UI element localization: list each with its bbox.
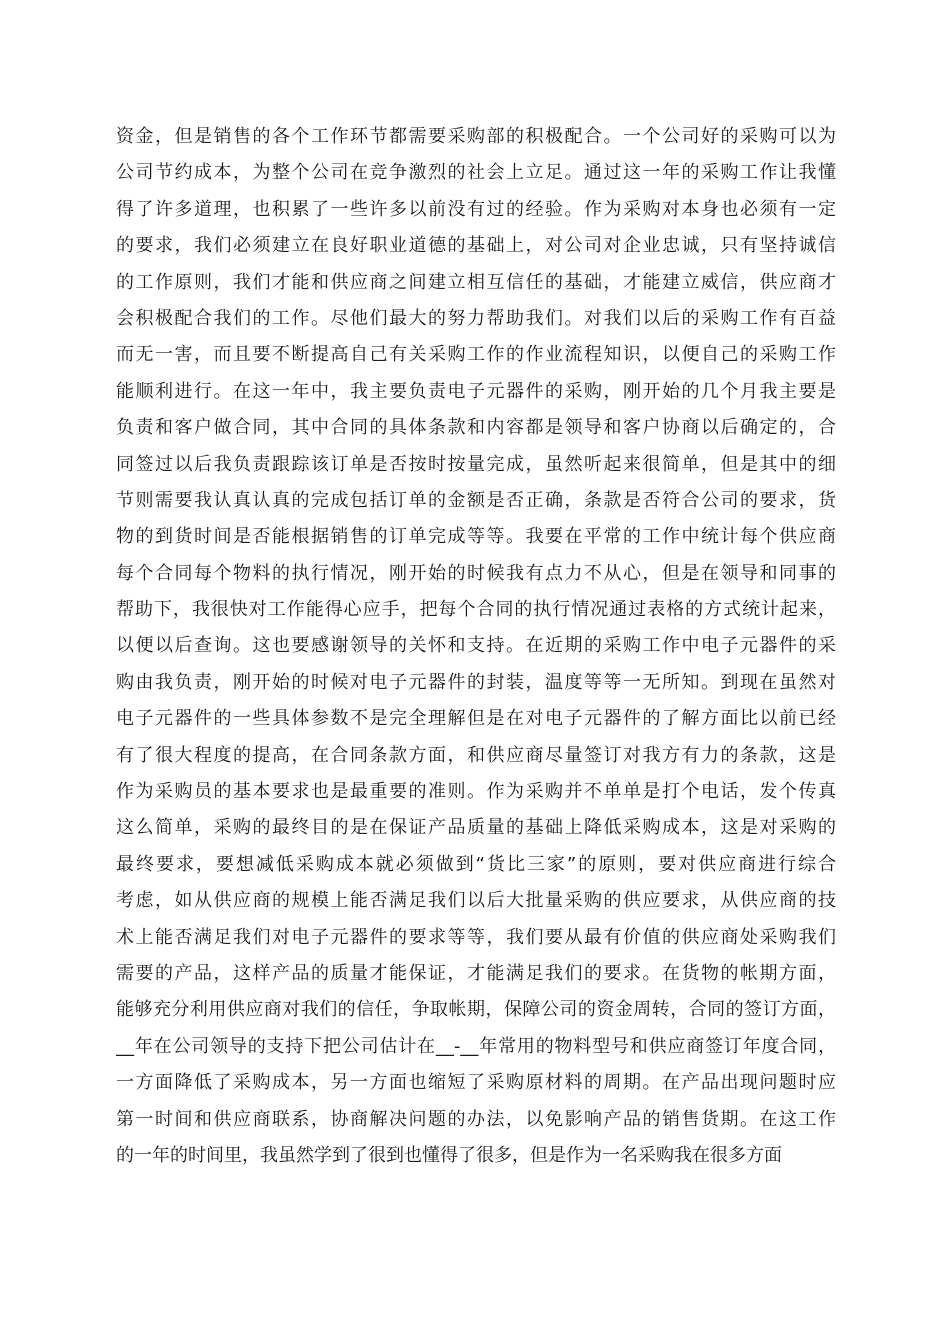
text-line: __年在公司领导的支持下把公司估计在__-__年常用的物料型号和供应商签订年度合同，: [116, 1035, 836, 1057]
text-line: 需要的产品，这样产品的质量才能保证，才能满足我们的要求。在货物的帐期方面，: [116, 962, 836, 984]
body-text: [116, 119, 836, 1174]
text-line: 考虑，如从供应商的规模上能否满足我们以后大批量采购的供应要求，从供应商的技: [116, 890, 836, 912]
text-line: 电子元器件的一些具体参数不是完全理解但是在对电子元器件的了解方面比以前已经: [116, 708, 836, 730]
text-line: 能够充分利用供应商对我们的信任，争取帐期，保障公司的资金周转，合同的签订方面，: [116, 999, 836, 1021]
text-line: 会积极配合我们的工作。尽他们最大的努力帮助我们。对我们以后的采购工作有百益: [116, 307, 836, 329]
text-line: 物的到货时间是否能根据销售的订单完成等等。我要在平常的工作中统计每个供应商: [116, 526, 836, 548]
text-line: 的工作原则，我们才能和供应商之间建立相互信任的基础，才能建立威信，供应商才: [116, 271, 836, 293]
text-line: 一方面降低了采购成本，另一方面也缩短了采购原材料的周期。在产品出现问题时应: [116, 1072, 836, 1094]
text-line: 第一时间和供应商联系，协商解决问题的办法，以免影响产品的销售货期。在这工作: [116, 1108, 836, 1130]
text-line: 帮助下，我很快对工作能得心应手，把每个合同的执行情况通过表格的方式统计起来，: [116, 599, 836, 621]
text-line: 作为采购员的基本要求也是最重要的准则。作为采购并不单单是打个电话，发个传真: [116, 781, 836, 803]
text-line: 资金，但是销售的各个工作环节都需要采购部的积极配合。一个公司好的采购可以为: [116, 126, 836, 147]
text-line: 而无一害，而且要不断提高自己有关采购工作的作业流程知识，以便自己的采购工作: [116, 344, 836, 366]
text-line: 购由我负责，刚开始的时候对电子元器件的封装，温度等等一无所知。到现在虽然对: [116, 671, 836, 693]
text-line: 得了许多道理，也积累了一些许多以前没有过的经验。作为采购对本身也必须有一定: [116, 198, 836, 220]
text-line: 公司节约成本，为整个公司在竞争激烈的社会上立足。通过这一年的采购工作让我懂: [116, 162, 836, 184]
text-line: 有了很大程度的提高，在合同条款方面，和供应商尽量签订对我方有力的条款，这是: [116, 744, 836, 766]
text-line: 以便以后查询。这也要感谢领导的关怀和支持。在近期的采购工作中电子元器件的采: [116, 635, 836, 657]
text-line: 这么简单，采购的最终目的是在保证产品质量的基础上降低采购成本，这是对采购的: [116, 817, 836, 839]
text-line: 的一年的时间里，我虽然学到了很到也懂得了很多，但是作为一名采购我在很多方面: [116, 1144, 782, 1166]
text-line: 最终要求，要想减低采购成本就必须做到“货比三家”的原则，要对供应商进行综合: [116, 853, 836, 875]
text-line: 同签过以后我负责跟踪该订单是否按时按量完成，虽然听起来很简单，但是其中的细: [116, 453, 836, 475]
text-line: 能顺利进行。在这一年中，我主要负责电子元器件的采购，刚开始的几个月我主要是: [116, 380, 836, 402]
text-line: 的要求，我们必须建立在良好职业道德的基础上，对公司对企业忠诚，只有坚持诚信: [116, 235, 836, 257]
text-line: 每个合同每个物料的执行情况，刚开始的时候我有点力不从心，但是在领导和同事的: [116, 562, 836, 584]
text-line: 节则需要我认真认真的完成包括订单的金额是否正确，条款是否符合公司的要求，货: [116, 489, 836, 511]
text-line: 负责和客户做合同，其中合同的具体条款和内容都是领导和客户协商以后确定的，合: [116, 417, 836, 439]
text-line: 术上能否满足我们对电子元器件的要求等等，我们要从最有价值的供应商处采购我们: [116, 926, 836, 948]
